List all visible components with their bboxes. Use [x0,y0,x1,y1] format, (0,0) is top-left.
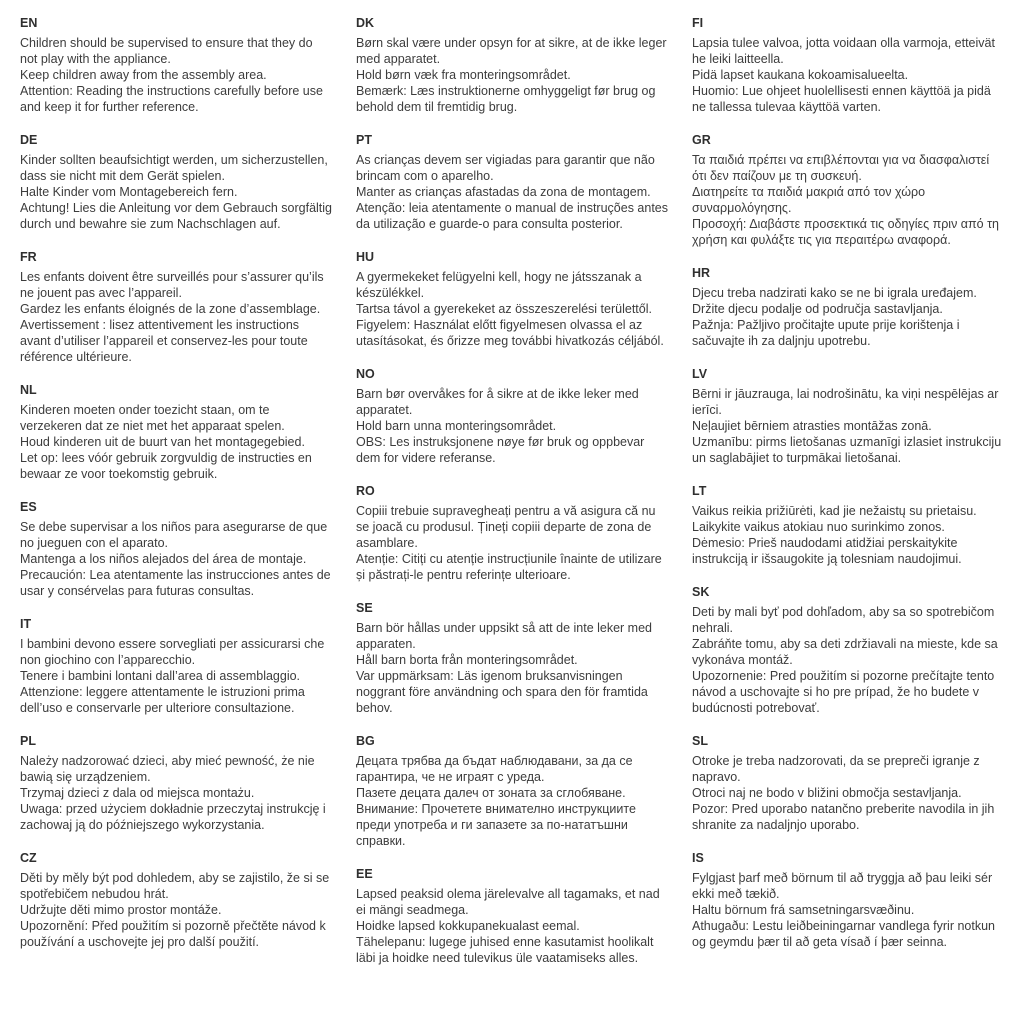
instruction-paragraph: Zabráňte tomu, aby sa deti zdržiavali na mieste, kde sa vykonáva montáž. [692,637,998,667]
language-section [20,382,332,482]
language-section [20,733,332,833]
language-code: SL [692,734,708,748]
instruction-paragraph: Barn bör hållas under uppsikt så att de inte leker med apparaten. [356,621,653,651]
instruction-paragraph: Bērni ir jāuzrauga, lai nodrošinātu, ka viņi nespēlējas ar ierīci. [692,387,999,417]
language-code: HR [692,266,711,280]
instruction-paragraph: Uzmanību: pirms lietošanas uzmanīgi izlasiet instrukciju un saglabājiet to turpmākai lietošanai. [692,435,1002,465]
instruction-paragraph: OBS: Les instruksjonene nøye før bruk og oppbevar dem for videre referanse. [356,435,645,465]
language-code: RO [356,484,375,498]
instruction-paragraph: Tähelepanu: lugege juhised enne kasutamist hoolikalt läbi ja hoidke need tulevikus üle vaatamiseks alles. [356,935,654,965]
instruction-paragraph: Avertissement : lisez attentivement les instructions avant d’utiliser l’appareil et conservez-les pour toute référence ultérieure. [20,318,308,364]
language-code: BG [356,734,375,748]
language-code: PT [356,133,372,147]
instruction-paragraph: Otroci naj ne bodo v bližini območja sestavljanja. [692,786,962,800]
instruction-paragraph: Deti by mali byť pod dohľadom, aby sa so spotrebičom nehrali. [692,605,995,635]
instruction-paragraph: Les enfants doivent être surveillés pour s’assurer qu’ils ne jouent pas avec l’appareil. [20,270,324,300]
instruction-paragraph: Vaikus reikia prižiūrėti, kad jie nežaistų su prietaisu. [692,504,977,518]
language-code: SK [692,585,710,599]
instruction-paragraph: I bambini devono essere sorvegliati per assicurarsi che non giochino con l’apparecchio. [20,637,325,667]
instruction-paragraph: Let op: lees vóór gebruik zorgvuldig de instructies en bewaar ze voor toekomstig gebruik. [20,451,312,481]
language-section [20,499,332,599]
instruction-paragraph: Athugaðu: Lestu leiðbeiningarnar vandlega fyrir notkun og geymdu þær til að geta vísað í þær seinna. [692,919,995,949]
instruction-paragraph: Διατηρείτε τα παιδιά μακριά από τον χώρο συναρμολόγησης. [692,185,926,215]
language-section [356,483,668,583]
language-code: IT [20,617,32,631]
language-code: GR [692,133,711,147]
instruction-paragraph: Atenție: Citiți cu atenție instrucțiunile înainte de utilizare și păstrați-le pentru referințe ulterioare. [356,552,662,582]
instruction-paragraph: Tartsa távol a gyerekeket az összeszerelési területtől. [356,302,652,316]
instruction-paragraph: Haltu börnum frá samsetningarsvæðinu. [692,903,915,917]
language-section [692,850,1004,950]
instruction-paragraph: Children should be supervised to ensure that they do not play with the appliance. [20,36,313,66]
instruction-paragraph: Upozornenie: Pred použitím si pozorne prečítajte tento návod a uschovajte si ho pre prípad, že ho budete v budúcnosti potrebovať. [692,669,995,715]
instructions-column-1 [20,15,332,983]
language-section [356,15,668,115]
instruction-paragraph: Laikykite vaikus atokiau nuo surinkimo zonos. [692,520,945,534]
instruction-paragraph: Var uppmärksam: Läs igenom bruksanvisningen noggrant före användning och spara den för framtida behov. [356,669,648,715]
instruction-paragraph: Пазете децата далеч от зоната за сглобяване. [356,786,626,800]
language-code: LT [692,484,707,498]
language-code: NO [356,367,375,381]
language-code: ES [20,500,37,514]
language-section [356,733,668,849]
instruction-paragraph: Lapsia tulee valvoa, jotta voidaan olla varmoja, etteivät he leiki laitteella. [692,36,995,66]
language-code: EE [356,867,373,881]
language-section [356,366,668,466]
instruction-paragraph: Należy nadzorować dzieci, aby mieć pewność, że nie bawią się urządzeniem. [20,754,315,784]
instruction-paragraph: Pažnja: Pažljivo pročitajte upute prije korištenja i sačuvajte ih za daljnju upotrebu. [692,318,960,348]
language-section [20,249,332,365]
instruction-paragraph: Houd kinderen uit de buurt van het montagegebied. [20,435,305,449]
language-section [692,265,1004,349]
language-code: DK [356,16,375,30]
language-section [356,132,668,232]
instruction-paragraph: Upozornění: Před použitím si pozorně přečtěte návod k používání a uschovejte jej pro další použití. [20,919,326,949]
language-section [692,483,1004,567]
language-section [692,132,1004,248]
instructions-column-3 [692,15,1004,983]
language-code: NL [20,383,37,397]
instruction-paragraph: Huomio: Lue ohjeet huolellisesti ennen käyttöä ja pidä ne tallessa tulevaa käyttöä varten. [692,84,991,114]
instruction-paragraph: Децата трябва да бъдат наблюдавани, за да се гарантира, че не играят с уреда. [356,754,633,784]
instruction-paragraph: Tenere i bambini lontani dall’area di assemblaggio. [20,669,301,683]
instruction-paragraph: Bemærk: Læs instruktionerne omhyggeligt før brug og behold dem til fremtidig brug. [356,84,656,114]
instruction-paragraph: A gyermekeket felügyelni kell, hogy ne játsszanak a készülékkel. [356,270,642,300]
instruction-paragraph: Attenzione: leggere attentamente le istruzioni prima dell’uso e conservarle per ulteriore consultazione. [20,685,305,715]
language-section [692,584,1004,716]
instruction-paragraph: Προσοχή: Διαβάστε προσεκτικά τις οδηγίες πριν από τη χρήση και φυλάξτε τις για περαιτέρω αναφορά. [692,217,999,247]
instruction-paragraph: Hoidke lapsed kokkupanekualast eemal. [356,919,580,933]
instruction-paragraph: Figyelem: Használat előtt figyelmesen olvassa el az utasításokat, és őrizze meg további hivatkozás céljából. [356,318,664,348]
instruction-paragraph: Se debe supervisar a los niños para asegurarse de que no jueguen con el aparato. [20,520,328,550]
instruction-paragraph: Lapsed peaksid olema järelevalve all tagamaks, et nad ei mängi seadmega. [356,887,660,917]
instruction-paragraph: Hold børn væk fra monteringsområdet. [356,68,571,82]
instruction-paragraph: Børn skal være under opsyn for at sikre, at de ikke leger med apparatet. [356,36,667,66]
language-section [692,733,1004,833]
instruction-paragraph: Achtung! Lies die Anleitung vor dem Gebrauch sorgfältig durch und bewahre sie zum Nachschlagen auf. [20,201,332,231]
instruction-paragraph: Děti by měly být pod dohledem, aby se zajistilo, že si se spotřebičem nebudou hrát. [20,871,330,901]
language-section [692,366,1004,466]
instruction-paragraph: Halte Kinder vom Montagebereich fern. [20,185,238,199]
instruction-paragraph: Gardez les enfants éloignés de la zone d’assemblage. [20,302,321,316]
instructions-column-2 [356,15,668,983]
instruction-paragraph: Keep children away from the assembly area. [20,68,267,82]
instruction-paragraph: Manter as crianças afastadas da zona de montagem. [356,185,651,199]
language-section [692,15,1004,115]
instruction-paragraph: Pidä lapset kaukana kokoamisalueelta. [692,68,909,82]
language-code: SE [356,601,373,615]
instruction-paragraph: Uwaga: przed użyciem dokładnie przeczytaj instrukcję i zachowaj ją do późniejszego wykorzystania. [20,802,326,832]
instruction-paragraph: Hold barn unna monteringsområdet. [356,419,557,433]
language-section [20,616,332,716]
instruction-paragraph: As crianças devem ser vigiadas para garantir que não brincam com o aparelho. [356,153,655,183]
language-section [356,249,668,349]
instruction-paragraph: Udržujte děti mimo prostor montáže. [20,903,222,917]
instruction-paragraph: Attention: Reading the instructions carefully before use and keep it for further reference. [20,84,323,114]
instruction-paragraph: Neļaujiet bērniem atrasties montāžas zonā. [692,419,932,433]
language-code: EN [20,16,38,30]
language-code: DE [20,133,38,147]
instruction-paragraph: Barn bør overvåkes for å sikre at de ikke leker med apparatet. [356,387,639,417]
language-code: PL [20,734,36,748]
instruction-paragraph: Atenção: leia atentamente o manual de instruções antes da utilização e guarde-o para consulta posterior. [356,201,669,231]
instruction-paragraph: Precaución: Lea atentamente las instrucciones antes de usar y consérvelas para futuras consultas. [20,568,331,598]
language-code: HU [356,250,375,264]
instruction-paragraph: Kinder sollten beaufsichtigt werden, um sicherzustellen, dass sie nicht mit dem Gerät spielen. [20,153,328,183]
instruction-paragraph: Pozor: Pred uporabo natančno preberite navodila in jih shranite za nadaljnjo uporabo. [692,802,995,832]
instruction-paragraph: Внимание: Прочетете внимателно инструкциите преди употреба и ги запазете за по-нататъшни справки. [356,802,636,848]
instruction-paragraph: Otroke je treba nadzorovati, da se prepreči igranje z napravo. [692,754,980,784]
instruction-paragraph: Dėmesio: Prieš naudodami atidžiai perskaitykite instrukciją ir išsaugokite ją tolesniam naudojimui. [692,536,962,566]
language-code: LV [692,367,708,381]
instruction-paragraph: Τα παιδιά πρέπει να επιβλέπονται για να διασφαλιστεί ότι δεν παίζουν με τη συσκευή. [692,153,990,183]
instruction-paragraph: Mantenga a los niños alejados del área de montaje. [20,552,307,566]
instruction-paragraph: Trzymaj dzieci z dala od miejsca montażu. [20,786,255,800]
language-section [20,132,332,232]
language-section [20,850,332,950]
instruction-paragraph: Copiii trebuie supravegheați pentru a vă asigura că nu se joacă cu produsul. Țineți copiii departe de zona de asamblare. [356,504,656,550]
language-code: CZ [20,851,37,865]
instruction-paragraph: Fylgjast þarf með börnum til að tryggja að þau leiki sér ekki með tækið. [692,871,993,901]
language-section [356,866,668,966]
instruction-paragraph: Håll barn borta från monteringsområdet. [356,653,578,667]
instruction-paragraph: Držite djecu podalje od područja sastavljanja. [692,302,943,316]
instruction-paragraph: Kinderen moeten onder toezicht staan, om te verzekeren dat ze niet met het apparaat spelen. [20,403,285,433]
language-code: FI [692,16,704,30]
language-section [20,15,332,115]
language-section [356,600,668,716]
instruction-paragraph: Djecu treba nadzirati kako se ne bi igrala uređajem. [692,286,977,300]
language-code: IS [692,851,704,865]
language-code: FR [20,250,37,264]
